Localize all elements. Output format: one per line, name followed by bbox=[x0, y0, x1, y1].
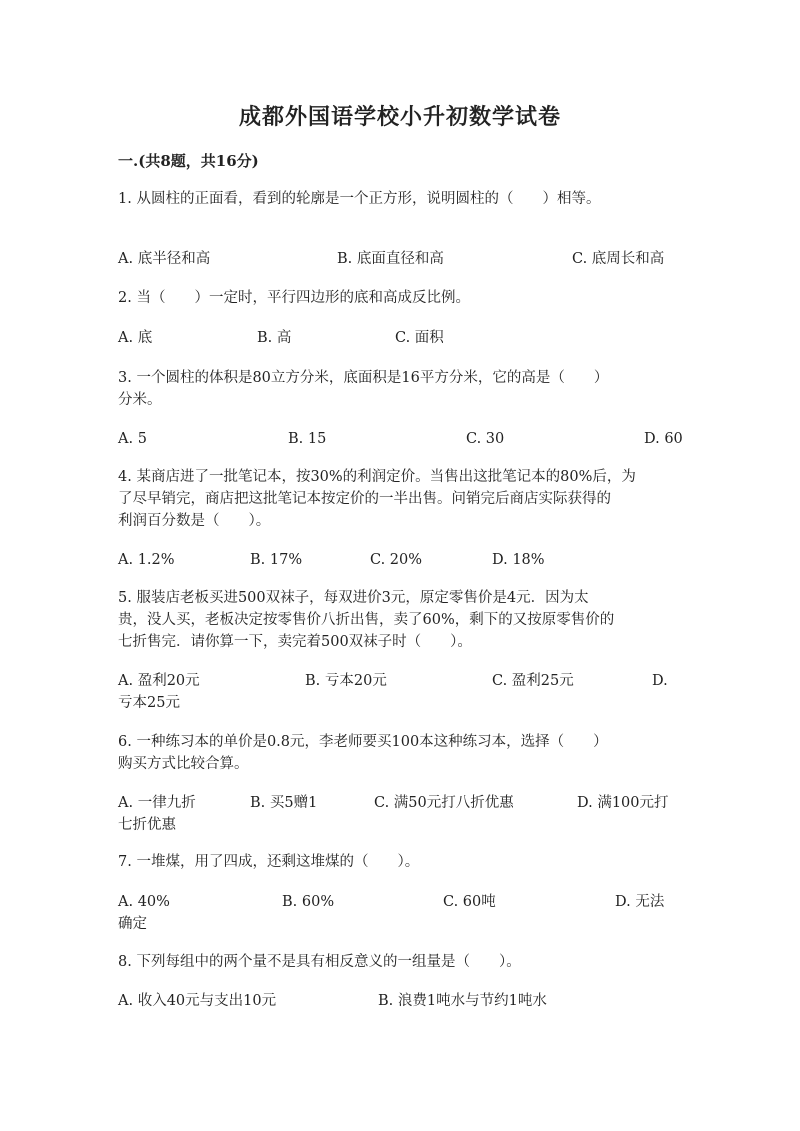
question-5-option-d-continued[interactable]: 亏本25元 bbox=[118, 695, 180, 711]
question-5-option-b[interactable]: B. 亏本20元 bbox=[305, 673, 387, 689]
question-2-text: 2. 当（ ）一定时，平行四边形的底和高成反比例。 bbox=[118, 290, 470, 306]
question-5-option-c[interactable]: C. 盈利25元 bbox=[492, 673, 574, 689]
question-7-option-d[interactable]: D. 无法 bbox=[615, 894, 665, 910]
question-6-option-b[interactable]: B. 买5赠1 bbox=[250, 795, 318, 811]
question-5-text-line-3: 七折售完．请你算一下，卖完着500双袜子时（ ）。 bbox=[118, 634, 472, 650]
question-2-option-a[interactable]: A. 底 bbox=[118, 330, 153, 346]
question-7-option-c[interactable]: C. 60吨 bbox=[443, 894, 496, 910]
question-3-text-line-2: 分米。 bbox=[118, 392, 162, 408]
question-4-option-b[interactable]: B. 17% bbox=[250, 552, 303, 568]
question-6-option-d[interactable]: D. 满100元打 bbox=[577, 795, 669, 811]
question-4-option-c[interactable]: C. 20% bbox=[370, 552, 423, 568]
question-6-option-c[interactable]: C. 满50元打八折优惠 bbox=[374, 795, 514, 811]
question-3-option-c[interactable]: C. 30 bbox=[466, 431, 505, 447]
section-heading: 一.(共8题，共16分) bbox=[118, 152, 259, 170]
question-6-option-a[interactable]: A. 一律九折 bbox=[118, 795, 196, 811]
question-2-option-b[interactable]: B. 高 bbox=[257, 330, 292, 346]
question-6-text-line-2: 购买方式比较合算。 bbox=[118, 756, 249, 772]
question-1-option-c[interactable]: C. 底周长和高 bbox=[572, 251, 665, 267]
question-4-option-a[interactable]: A. 1.2% bbox=[118, 552, 175, 568]
question-7-option-a[interactable]: A. 40% bbox=[118, 894, 170, 910]
question-5-option-d[interactable]: D. bbox=[652, 673, 668, 689]
question-6-option-d-continued[interactable]: 七折优惠 bbox=[118, 817, 176, 833]
question-1-option-a[interactable]: A. 底半径和高 bbox=[118, 251, 211, 267]
question-3-option-b[interactable]: B. 15 bbox=[288, 431, 327, 447]
question-5-option-a[interactable]: A. 盈利20元 bbox=[118, 673, 200, 689]
question-8-text: 8. 下列每组中的两个量不是具有相反意义的一组量是（ ）。 bbox=[118, 954, 521, 970]
question-8-option-b[interactable]: B. 浪费1吨水与节约1吨水 bbox=[378, 993, 547, 1009]
question-2-option-c[interactable]: C. 面积 bbox=[395, 330, 444, 346]
question-3-option-d[interactable]: D. 60 bbox=[644, 431, 683, 447]
question-4-option-d[interactable]: D. 18% bbox=[492, 552, 545, 568]
question-4-text-line-1: 4. 某商店进了一批笔记本，按30%的利润定价。当售出这批笔记本的80%后，为 bbox=[118, 469, 636, 485]
question-5-text-line-2: 贵，没人买，老板决定按零售价八折出售，卖了60%，剩下的又按原零售价的 bbox=[118, 612, 615, 628]
question-7-option-b[interactable]: B. 60% bbox=[282, 894, 335, 910]
question-6-text-line-1: 6. 一种练习本的单价是0.8元，李老师要买100本这种练习本，选择（ ） bbox=[118, 734, 608, 750]
question-7-text: 7. 一堆煤，用了四成，还剩这堆煤的（ ）。 bbox=[118, 854, 420, 870]
question-5-text-line-1: 5. 服装店老板买进500双袜子，每双进价3元，原定零售价是4元．因为太 bbox=[118, 590, 589, 606]
question-1-option-b[interactable]: B. 底面直径和高 bbox=[337, 251, 444, 267]
question-8-option-a[interactable]: A. 收入40元与支出10元 bbox=[118, 993, 277, 1009]
question-4-text-line-2: 了尽早销完，商店把这批笔记本按定价的一半出售。问销完后商店实际获得的 bbox=[118, 491, 611, 507]
question-3-text-line-1: 3. 一个圆柱的体积是80立方分米，底面积是16平方分米，它的高是（ ） bbox=[118, 370, 609, 386]
question-7-option-d-continued[interactable]: 确定 bbox=[118, 916, 147, 932]
page-title: 成都外国语学校小升初数学试卷 bbox=[238, 104, 561, 130]
question-3-option-a[interactable]: A. 5 bbox=[118, 431, 147, 447]
question-4-text-line-3: 利润百分数是（ ）。 bbox=[118, 513, 271, 529]
question-1-text: 1. 从圆柱的正面看，看到的轮廓是一个正方形，说明圆柱的（ ）相等。 bbox=[118, 191, 601, 207]
